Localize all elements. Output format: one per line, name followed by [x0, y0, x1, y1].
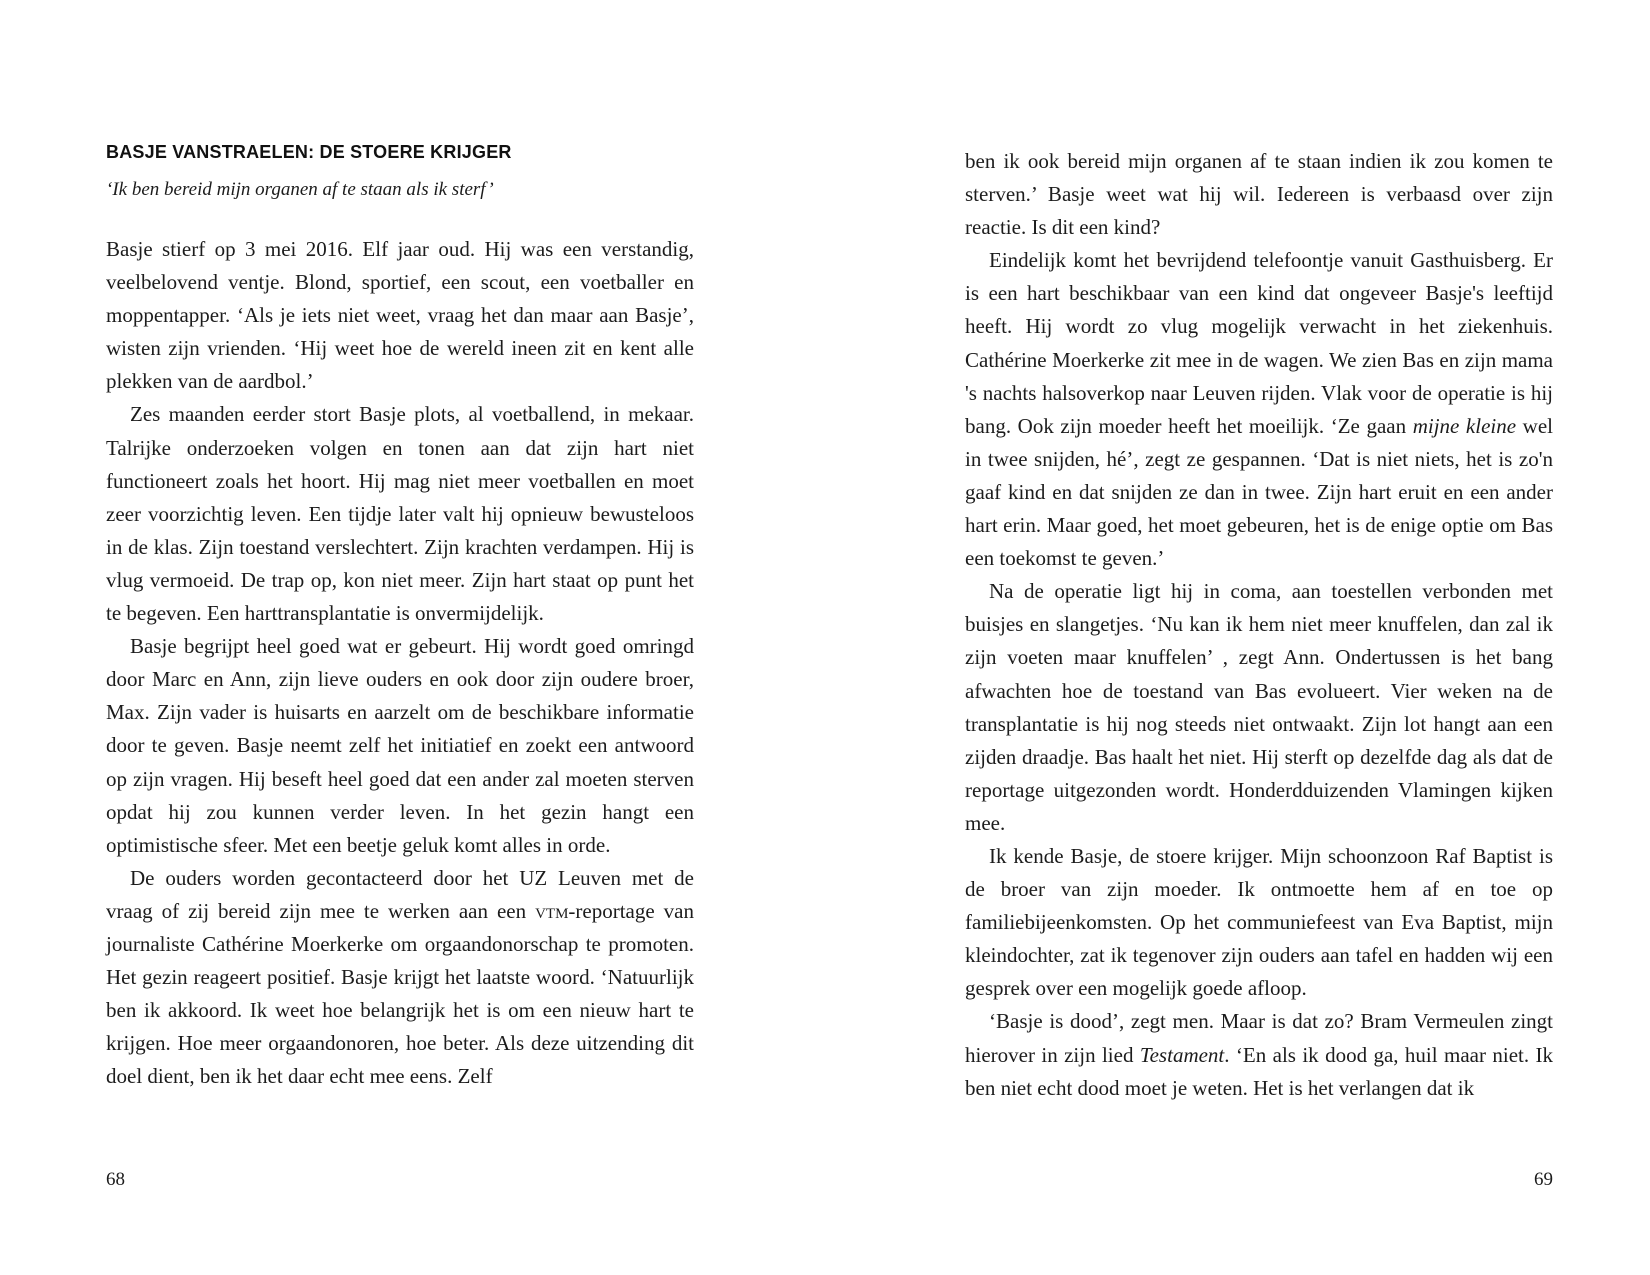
right-text-column: [965, 145, 1553, 1105]
paragraph: Basje stierf op 3 mei 2016. Elf jaar oud. Hij was een verstandig, veelbelovend ventje. Blond, sportief, een scout, een voetballer en moppentapper. ‘Als je iets niet weet, vraag het dan maar aan Basje’, wisten zijn vrienden. ‘Hij weet hoe de wereld ineen zit en kent alle plekken van de aardbol.’: [106, 237, 694, 394]
paragraph: [106, 862, 694, 1094]
paragraph: [965, 244, 1553, 575]
paragraph-text: wel in twee snijden, hé’, zegt ze gespannen. ‘Dat is niet niets, het is zo'n gaaf kind en dat snijden ze dan in twee. Zijn hart eruit en een ander hart erin. Maar goed, het moet gebeuren, het is de enige optie om Bas een toekomst te geven.’: [965, 413, 1553, 571]
left-text-column: [106, 140, 694, 1093]
paragraph-text: ‘Basje is dood’, zegt men. Maar is dat zo? Bram Vermeulen zingt hierover in zijn lied: [965, 1009, 1553, 1067]
page-number: 69: [1534, 1169, 1553, 1190]
left-body-text: [106, 233, 694, 1093]
page-number: 68: [106, 1169, 125, 1190]
paragraph: Basje begrijpt heel goed wat er gebeurt. Hij wordt goed omringd door Marc en Ann, zijn lieve ouders en ook door zijn oudere broer, Max. Zijn vader is huisarts en aarzelt om de beschikbare informatie door te geven. Basje neemt zelf het initiatief en zoekt een antwoord op zijn vragen. Hij beseft heel goed dat een ander zal moeten sterven opdat hij zou kunnen verder leven. In het gezin hangt een optimistische sfeer. Met een beetje geluk komt alles in orde.: [106, 634, 694, 857]
right-body-text: [965, 145, 1553, 1105]
paragraph: Zes maanden eerder stort Basje plots, al voetballend, in mekaar. Talrijke onderzoeken volgen en tonen aan dat zijn hart niet functioneert zoals het hoort. Hij mag niet meer voetballen en moet zeer voorzichtig leven. Een tijdje later valt hij opnieuw bewusteloos in de klas. Zijn toestand verslechtert. Zijn krachten verdampen. Hij is vlug vermoeid. De trap op, kon niet meer. Zijn hart staat op punt het te begeven. Een harttransplantatie is onvermijdelijk.: [106, 402, 694, 626]
italic-phrase: mijne kleine: [1412, 413, 1517, 438]
paragraph: Na de operatie ligt hij in coma, aan toestellen verbonden met buisjes en slangetjes. ‘Nu kan ik hem niet meer knuffelen, dan zal ik zijn voeten maar knuffelen’ , zegt Ann. Ondertussen is het bang afwachten hoe de toestand van Bas evolueert. Vier weken na de transplantatie is hij nog steeds niet ontwaakt. Zijn lot hangt aan een zijden draadje. Bas haalt het niet. Hij sterft op dezelfde dag als dat de reportage uitgezonden wordt. Honderdduizenden Vlamingen kijken mee.: [965, 579, 1553, 835]
paragraph: [965, 1005, 1553, 1104]
paragraph-text: Eindelijk komt het bevrijdend telefoontje vanuit Gasthuisberg. Er is een hart beschikbaar van een kind dat ongeveer Basje's leeftijd heeft. Hij wordt zo vlug mogelijk verwacht in het ziekenhuis. Cathérine Moerkerke zit mee in de wagen. We zien Bas en zijn mama 's nachts halsoverkop naar Leuven rijden. Vlak voor de operatie is hij bang. Ook zijn moeder heeft het moeilijk. ‘Ze gaan: [965, 248, 1553, 438]
song-title: Testament: [1139, 1042, 1225, 1067]
paragraph-text: -reportage van journaliste Cathérine Moerkerke om orgaandonorschap te promoten. Het gezin reageert positief. Basje krijgt het laatste woord. ‘Natuurlijk ben ik akkoord. Ik weet hoe belangrijk het is om een nieuw hart te krijgen. Hoe meer orgaandonoren, hoe beter. Als deze uitzending dit doel dient, ben ik het daar echt mee eens. Zelf: [106, 898, 694, 1089]
chapter-subtitle: ‘Ik ben bereid mijn organen af te staan als ik sterf’: [106, 179, 494, 200]
paragraph-text: De ouders worden gecontacteerd door het UZ Leuven met de vraag of zij bereid zijn mee te werken aan een: [106, 865, 694, 923]
paragraph: Ik kende Basje, de stoere krijger. Mijn schoonzoon Raf Baptist is de broer van zijn moeder. Ik ontmoette hem af en toe op familiebijeenkomsten. Op het communiefeest van Eva Baptist, mijn kleindochter, zat ik tegenover zijn ouders aan tafel en hadden wij een gesprek over een mogelijk goede afloop.: [965, 843, 1553, 1001]
chapter-heading: BASJE VANSTRAELEN: DE STOERE KRIJGER: [106, 142, 512, 162]
paragraph: ben ik ook bereid mijn organen af te staan indien ik zou komen te sterven.’ Basje weet wat hij wil. Iedereen is verbaasd over zijn reactie. Is dit een kind?: [965, 149, 1553, 240]
paragraph-text: . ‘En als ik dood ga, huil maar niet. Ik ben niet echt dood moet je weten. Het is het verlangen dat ik: [965, 1042, 1553, 1100]
right-page: [825, 0, 1650, 1275]
vtm-small-caps: vtm: [535, 898, 569, 923]
